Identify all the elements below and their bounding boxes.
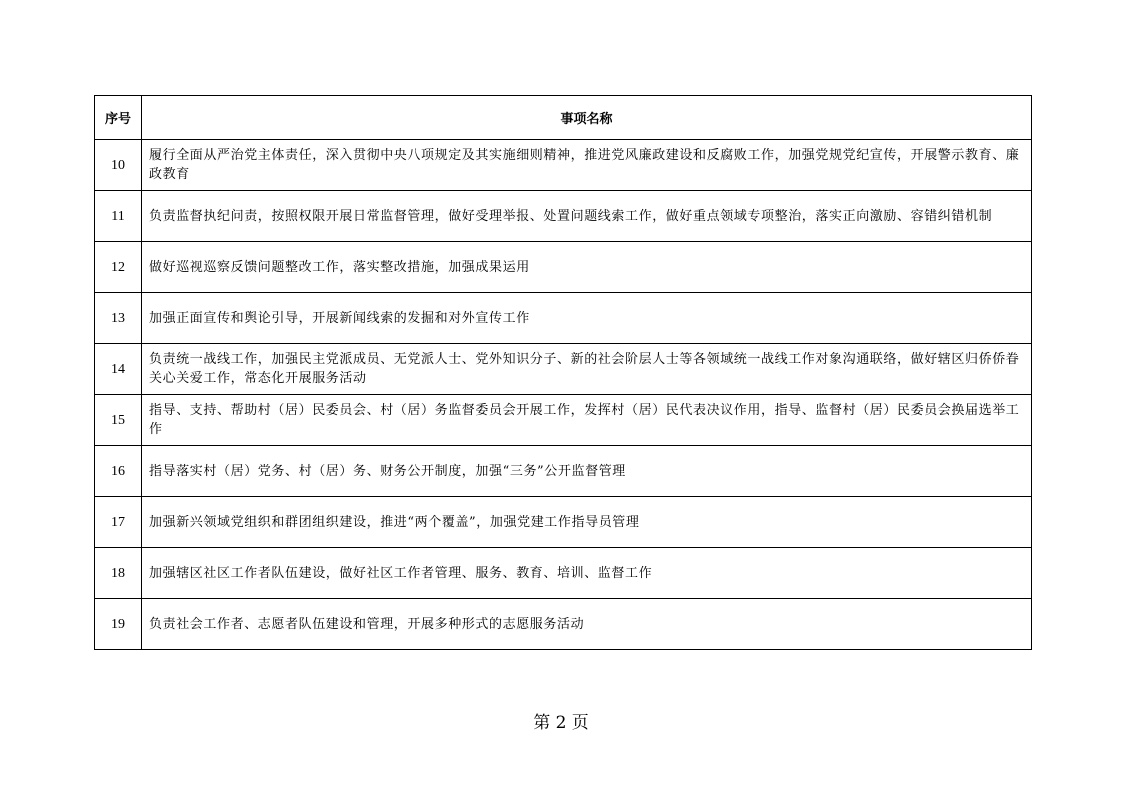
row-name: 加强正面宣传和舆论引导，开展新闻线索的发掘和对外宣传工作 [142,293,1032,344]
row-number: 14 [95,344,142,395]
matters-table [94,95,1032,650]
matters-table-container [94,95,1031,650]
row-name: 加强新兴领域党组织和群团组织建设，推进“两个覆盖”，加强党建工作指导员管理 [142,497,1032,548]
row-number: 11 [95,191,142,242]
row-number: 13 [95,293,142,344]
table-row [95,242,1032,293]
row-number: 16 [95,446,142,497]
table-row [95,395,1032,446]
row-name: 负责监督执纪问责，按照权限开展日常监督管理，做好受理举报、处置问题线索工作，做好重点领域专项整治，落实正向激励、容错纠错机制 [142,191,1032,242]
table-row [95,446,1032,497]
row-name: 做好巡视巡察反馈问题整改工作，落实整改措施，加强成果运用 [142,242,1032,293]
row-name: 指导、支持、帮助村（居）民委员会、村（居）务监督委员会开展工作，发挥村（居）民代表决议作用，指导、监督村（居）民委员会换届选举工作 [142,395,1032,446]
table-row [95,497,1032,548]
table-row [95,293,1032,344]
table-row [95,344,1032,395]
table-row [95,548,1032,599]
table-row [95,140,1032,191]
row-name: 指导落实村（居）党务、村（居）务、财务公开制度，加强“三务”公开监督管理 [142,446,1032,497]
table-row [95,191,1032,242]
table-row [95,599,1032,650]
row-number: 19 [95,599,142,650]
table-header-row [95,96,1032,140]
header-number: 序号 [95,96,142,140]
row-number: 15 [95,395,142,446]
row-name: 负责统一战线工作，加强民主党派成员、无党派人士、党外知识分子、新的社会阶层人士等各领域统一战线工作对象沟通联络，做好辖区归侨侨眷关心关爱工作，常态化开展服务活动 [142,344,1032,395]
header-name: 事项名称 [142,96,1032,140]
page-number: 第 2 页 [533,713,589,733]
row-name: 加强辖区社区工作者队伍建设，做好社区工作者管理、服务、教育、培训、监督工作 [142,548,1032,599]
row-number: 10 [95,140,142,191]
row-number: 18 [95,548,142,599]
row-name: 履行全面从严治党主体责任，深入贯彻中央八项规定及其实施细则精神，推进党风廉政建设和反腐败工作，加强党规党纪宣传，开展警示教育、廉政教育 [142,140,1032,191]
row-name: 负责社会工作者、志愿者队伍建设和管理，开展多种形式的志愿服务活动 [142,599,1032,650]
row-number: 17 [95,497,142,548]
row-number: 12 [95,242,142,293]
